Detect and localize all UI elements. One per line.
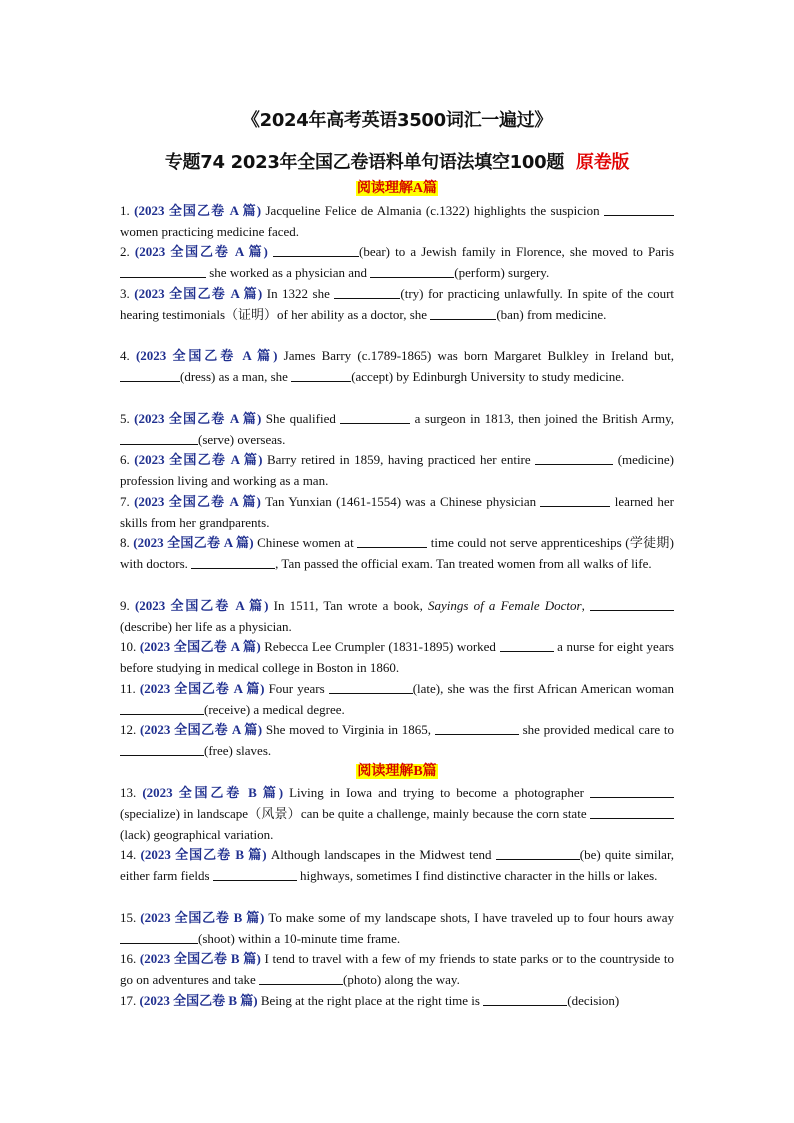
answer-blank[interactable] bbox=[120, 431, 198, 445]
question-source: (2023 全国乙卷 B 篇) bbox=[139, 993, 258, 1008]
question-text: time could not serve apprenticeships (学徒期) with doctors. bbox=[120, 535, 675, 571]
question-text: I tend to travel with a few of my friends to state parks or to the countryside to go on adventures and take bbox=[120, 951, 674, 987]
question-text: 17. bbox=[120, 993, 137, 1008]
question-source: (2023 全国乙卷 A 篇) bbox=[134, 452, 263, 467]
question-17 bbox=[120, 991, 674, 1012]
question-6 bbox=[120, 450, 674, 492]
question-source: (2023 全国乙卷 B 篇) bbox=[140, 847, 267, 862]
answer-blank[interactable] bbox=[370, 264, 454, 278]
question-text: , bbox=[581, 598, 585, 613]
question-text: 8. bbox=[120, 535, 130, 550]
answer-blank[interactable] bbox=[329, 680, 413, 694]
answer-blank[interactable] bbox=[496, 846, 580, 860]
answer-blank[interactable] bbox=[120, 930, 198, 944]
question-text: In 1322 she bbox=[266, 286, 330, 301]
question-text: To make some of my landscape shots, I have traveled up to four hours away bbox=[268, 910, 675, 925]
topic-title-text: 专题74 2023年全国乙卷语料单句语法填空100题 bbox=[164, 152, 565, 173]
question-text: she provided medical care to bbox=[522, 722, 675, 737]
answer-blank[interactable] bbox=[590, 805, 674, 819]
question-text: learned her skills from her grandparents. bbox=[120, 494, 674, 530]
question-source: (2023 全国乙卷 A 篇) bbox=[134, 244, 268, 259]
answer-blank[interactable] bbox=[483, 992, 567, 1006]
book-title-italic: Sayings of a Female Doctor bbox=[428, 598, 582, 613]
question-text: (receive) a medical degree. bbox=[204, 701, 345, 717]
answer-blank[interactable] bbox=[435, 721, 519, 735]
question-12 bbox=[120, 720, 674, 762]
question-text: (ban) from medicine. bbox=[496, 306, 607, 322]
question-5 bbox=[120, 409, 674, 451]
answer-blank[interactable] bbox=[120, 742, 204, 756]
answer-blank[interactable] bbox=[213, 867, 297, 881]
question-source: (2023 全国乙卷 A 篇) bbox=[134, 203, 262, 218]
topic-title bbox=[0, 148, 794, 174]
question-text: (lack) geographical variation. bbox=[120, 826, 274, 842]
book-title: 《2024年高考英语3500词汇一遍过》 bbox=[241, 110, 553, 131]
answer-blank[interactable] bbox=[430, 306, 496, 320]
question-text: Tan Yunxian (1461-1554) was a Chinese physician bbox=[265, 494, 537, 509]
question-text: (perform) surgery. bbox=[454, 264, 550, 280]
question-text: 3. bbox=[120, 286, 130, 301]
question-text: , Tan passed the official exam. Tan treated women from all walks of life. bbox=[275, 555, 652, 571]
question-text: 12. bbox=[120, 722, 137, 737]
question-text: Jacqueline Felice de Almania (c.1322) highlights the suspicion bbox=[265, 203, 600, 218]
question-text: (shoot) within a 10-minute time frame. bbox=[198, 930, 401, 946]
answer-blank[interactable] bbox=[535, 451, 613, 465]
question-4 bbox=[120, 346, 674, 388]
section-heading-b: 阅读理解B篇 bbox=[357, 764, 437, 779]
question-text: Barry retired in 1859, having practiced her entire bbox=[266, 452, 531, 467]
question-text: Being at the right place at the right time is bbox=[260, 993, 480, 1008]
question-text: (bear) to a Jewish family in Florence, she moved to Paris bbox=[358, 244, 675, 259]
question-3 bbox=[120, 284, 674, 326]
question-11 bbox=[120, 679, 674, 721]
answer-blank[interactable] bbox=[340, 410, 410, 424]
answer-blank[interactable] bbox=[120, 264, 206, 278]
question-16 bbox=[120, 949, 674, 991]
version-tag: 原卷版 bbox=[576, 152, 630, 173]
question-9 bbox=[120, 596, 674, 638]
answer-blank[interactable] bbox=[291, 368, 351, 382]
question-text: Although landscapes in the Midwest tend bbox=[270, 847, 492, 862]
question-text: Living in Iowa and trying to become a photographer bbox=[289, 785, 584, 800]
answer-blank[interactable] bbox=[120, 701, 204, 715]
question-source: (2023 全国乙卷 A 篇) bbox=[140, 722, 263, 737]
question-text: (specialize) in landscape（风景）can be quite a challenge, mainly because the corn state bbox=[120, 805, 587, 821]
question-text: She moved to Virginia in 1865, bbox=[265, 722, 432, 737]
question-text: 15. bbox=[120, 910, 137, 925]
question-7 bbox=[120, 492, 674, 534]
answer-blank[interactable] bbox=[590, 597, 674, 611]
question-text: 6. bbox=[120, 452, 130, 467]
answer-blank[interactable] bbox=[500, 638, 554, 652]
question-14 bbox=[120, 845, 674, 887]
question-source: (2023 全国乙卷 A 篇) bbox=[135, 348, 278, 363]
question-text: 10. bbox=[120, 639, 137, 654]
question-source: (2023 全国乙卷 A 篇) bbox=[139, 681, 265, 696]
question-13 bbox=[120, 783, 674, 845]
question-source: (2023 全国乙卷 A 篇) bbox=[134, 598, 269, 613]
question-text: a nurse for eight years before studying in medical college in Boston in 1860. bbox=[120, 639, 674, 675]
answer-blank[interactable] bbox=[604, 202, 674, 216]
answer-blank[interactable] bbox=[273, 243, 359, 257]
question-text: 2. bbox=[120, 244, 130, 259]
answer-blank[interactable] bbox=[191, 555, 275, 569]
question-text: (photo) along the way. bbox=[342, 971, 460, 987]
question-text: (try) for practicing unlawfully. In spite of the court hearing testimonials（证明）of her ability as a doctor, she bbox=[120, 286, 675, 322]
question-source: (2023 全国乙卷 A 篇) bbox=[134, 411, 262, 426]
question-text: 7. bbox=[120, 494, 130, 509]
question-text: (decision) bbox=[567, 993, 620, 1008]
answer-blank[interactable] bbox=[334, 285, 400, 299]
question-text: 13. bbox=[120, 785, 137, 800]
question-text: highways, sometimes I find distinctive character in the hills or lakes. bbox=[300, 867, 658, 883]
question-source: (2023 全国乙卷 B 篇) bbox=[140, 910, 265, 925]
question-text: (accept) by Edinburgh University to study medicine. bbox=[351, 368, 625, 384]
question-text: a surgeon in 1813, then joined the British Army, bbox=[414, 411, 674, 426]
question-source: (2023 全国乙卷 B 篇) bbox=[142, 785, 284, 800]
answer-blank[interactable] bbox=[357, 534, 427, 548]
question-text: 14. bbox=[120, 847, 137, 862]
question-source: (2023 全国乙卷 B 篇) bbox=[139, 951, 261, 966]
question-text: (describe) her life as a physician. bbox=[120, 618, 292, 634]
question-10 bbox=[120, 637, 674, 679]
answer-blank[interactable] bbox=[590, 784, 674, 798]
question-text: She qualified bbox=[265, 411, 336, 426]
question-text: (be) quite similar, either farm fields bbox=[120, 847, 675, 883]
question-text: (dress) as a man, she bbox=[180, 368, 288, 384]
question-text: Rebecca Lee Crumpler (1831-1895) worked bbox=[264, 639, 496, 654]
question-8 bbox=[120, 533, 674, 575]
question-text: (serve) overseas. bbox=[198, 431, 286, 447]
question-text: (free) slaves. bbox=[204, 742, 272, 758]
question-source: (2023 全国乙卷 A 篇) bbox=[134, 494, 261, 509]
question-source: (2023 全国乙卷 A 篇) bbox=[134, 286, 263, 301]
answer-blank[interactable] bbox=[540, 493, 610, 507]
question-text: (late), she was the first African American woman bbox=[412, 681, 675, 696]
question-text: 16. bbox=[120, 951, 137, 966]
question-source: (2023 全国乙卷 A 篇) bbox=[133, 535, 254, 550]
question-text: (medicine) profession living and working as a man. bbox=[120, 452, 674, 488]
question-1 bbox=[120, 201, 674, 243]
question-text: she worked as a physician and bbox=[209, 264, 368, 280]
question-text: James Barry (c.1789-1865) was born Margaret Bulkley in Ireland but, bbox=[283, 348, 675, 363]
question-text: 1. bbox=[120, 203, 130, 218]
section-heading-a: 阅读理解A篇 bbox=[356, 181, 438, 196]
question-source: (2023 全国乙卷 A 篇) bbox=[139, 639, 261, 654]
question-text: 5. bbox=[120, 411, 130, 426]
question-text: 11. bbox=[120, 681, 136, 696]
question-text: Chinese women at bbox=[257, 535, 354, 550]
question-15 bbox=[120, 908, 674, 950]
question-text: women practicing medicine faced. bbox=[120, 223, 300, 239]
question-text: In 1511, Tan wrote a book, bbox=[273, 598, 423, 613]
question-text: 9. bbox=[120, 598, 130, 613]
question-text: Four years bbox=[268, 681, 325, 696]
question-2 bbox=[120, 242, 674, 284]
answer-blank[interactable] bbox=[120, 368, 180, 382]
question-text: 4. bbox=[120, 348, 130, 363]
answer-blank[interactable] bbox=[259, 971, 343, 985]
